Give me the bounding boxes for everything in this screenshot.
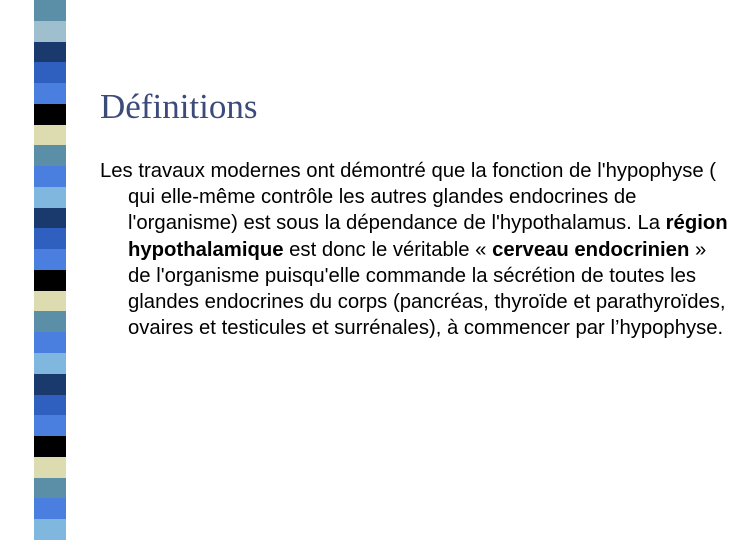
- decorative-stripe: [34, 519, 66, 540]
- decorative-stripe: [34, 187, 66, 208]
- decorative-stripe: [34, 21, 66, 42]
- decorative-stripe: [34, 249, 66, 270]
- decorative-stripe: [34, 166, 66, 187]
- decorative-stripe: [34, 42, 66, 63]
- emphasis-region-hypothalamique: région hypothalamique: [128, 212, 728, 261]
- paragraph-text: Les travaux modernes ont démontré que la fonction de l'hypophyse ( qui elle-même contrôle les autres glandes endocrines de l'organisme) est sous la dépendance de l'hypothalamus. La: [100, 160, 717, 235]
- decorative-stripe: [34, 478, 66, 499]
- paragraph-text: » de l'organisme puisqu'elle commande la sécrétion de toutes les glandes endocrines du corps (pancréas, thyroïde et parathyroïdes, ovaires et testicules et surrénales), à commencer par l’hypophyse.: [128, 238, 726, 340]
- decorative-stripe: [34, 395, 66, 416]
- decorative-stripe: [34, 374, 66, 395]
- decorative-stripe: [34, 311, 66, 332]
- decorative-stripe: [34, 457, 66, 478]
- decorative-stripe: [34, 270, 66, 291]
- decorative-stripe: [34, 104, 66, 125]
- paragraph-text: est donc le véritable «: [283, 238, 493, 261]
- decorative-stripe: [34, 332, 66, 353]
- decorative-stripe: [34, 291, 66, 312]
- decorative-stripe: [34, 415, 66, 436]
- decorative-stripe: [34, 83, 66, 104]
- decorative-stripe-bar: [34, 0, 66, 540]
- emphasis-cerveau-endocrinien: cerveau endocrinien: [492, 238, 690, 261]
- slide-title: Définitions: [100, 87, 258, 126]
- definition-paragraph: [100, 158, 734, 341]
- decorative-stripe: [34, 145, 66, 166]
- decorative-stripe: [34, 0, 66, 21]
- decorative-stripe: [34, 436, 66, 457]
- decorative-stripe: [34, 498, 66, 519]
- decorative-stripe: [34, 208, 66, 229]
- decorative-stripe: [34, 62, 66, 83]
- decorative-stripe: [34, 228, 66, 249]
- decorative-stripe: [34, 125, 66, 146]
- decorative-stripe: [34, 353, 66, 374]
